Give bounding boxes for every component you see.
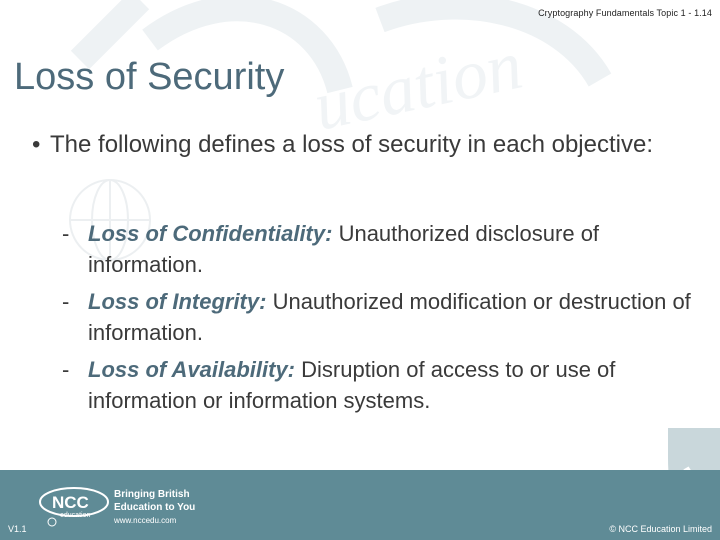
svg-text:ucation: ucation <box>307 26 529 146</box>
logo-text: NCC <box>52 493 89 512</box>
dash-marker: - <box>62 221 70 246</box>
ncc-logo <box>38 484 118 528</box>
slide-reference: Cryptography Fundamentals Topic 1 - 1.14 <box>538 8 712 18</box>
sub-bullet-confidentiality <box>62 218 702 280</box>
tagline-line-2: Education to You <box>114 502 196 513</box>
logo-subtext: education <box>60 512 91 519</box>
term-description: Unauthorized disclosure of information. <box>88 221 600 277</box>
version-label: V1.1 <box>8 524 27 534</box>
sub-bullet-list <box>62 218 702 422</box>
sub-bullet-availability <box>62 354 702 416</box>
copyright-notice: © NCC Education Limited <box>609 524 712 534</box>
bullet-marker: • <box>32 131 41 158</box>
tagline-line-1: Bringing British <box>114 489 190 500</box>
term-description: Unauthorized modification or destruction of information. <box>88 289 691 345</box>
term-label: Loss of Integrity: <box>88 289 267 314</box>
slide-title: Loss of Security <box>14 56 285 98</box>
dash-marker: - <box>62 289 70 314</box>
tagline <box>114 488 195 527</box>
dash-marker: - <box>62 357 70 382</box>
term-description: Disruption of access to or use of information or information systems. <box>88 357 616 413</box>
sub-bullet-integrity <box>62 286 702 348</box>
term-label: Loss of Confidentiality: <box>88 221 333 246</box>
tagline-url: www.nccedu.com <box>114 516 177 525</box>
term-label: Loss of Availability: <box>88 357 296 382</box>
main-bullet-text: The following defines a loss of security in each objective: <box>50 131 653 158</box>
main-bullet <box>32 128 672 161</box>
